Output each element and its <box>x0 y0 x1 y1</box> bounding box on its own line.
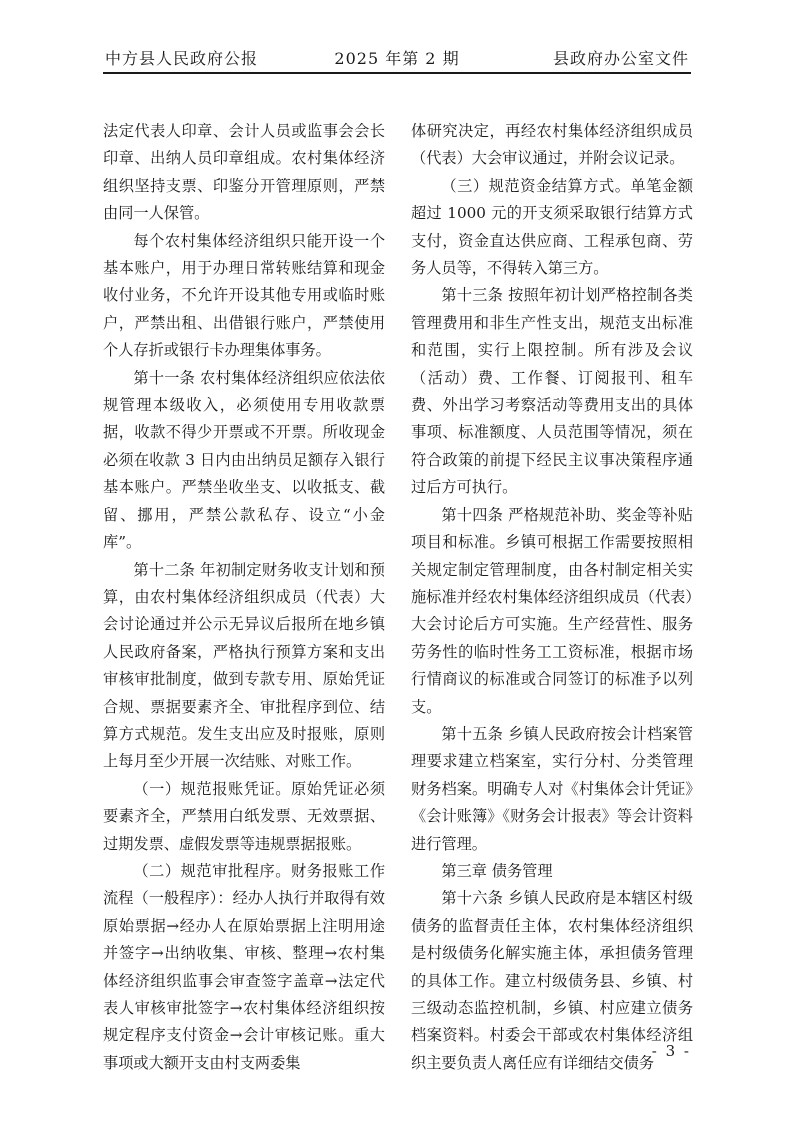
paragraph: 第十六条 乡镇人民政府是本辖区村级债务的监督责任主体，农村集体经济组织是村级债务化解实施主体，承担债务管理的具体工作。建立村级债务县、乡镇、村三级动态监控机制，乡镇、村应建立债务档案资料。村委会干部或农村集体经济组织主要负责人离任应有详细结交债务 <box>411 889 693 1072</box>
header-issue: 2025 年第 2 期 <box>334 49 460 68</box>
paragraph: （二）规范审批程序。财务报账工作流程（一般程序）：经办人执行并取得有效原始票据→经办人在原始票据上注明用途并签字→出纳收集、审核、整理→农村集体经济组织监事会审查签字盖章→法定代表人审核审批签字→农村集体经济组织按规定程序支付资金→会计审核记账。重大事项或大额开支由村支两委集 <box>103 861 385 1072</box>
header-publication-name: 中方县人民政府公报 <box>105 49 259 68</box>
left-column <box>103 118 385 1077</box>
page-header <box>103 42 691 72</box>
paragraph: 第十一条 农村集体经济组织应依法依规管理本级收入，必须使用专用收款票据，收款不得少开票或不开票。所收现金必须在收款 3 日内由出纳员足额存入银行基本账户。严禁坐收坐支、以收抵支、截留、挪用，严禁公款私存、设立“小金库”。 <box>103 368 385 552</box>
header-rule <box>103 72 691 74</box>
paragraph: 法定代表人印章、会计人员或监事会会长印章、出纳人员印章组成。农村集体经济组织坚持支票、印鉴分开管理原则，严禁由同一人保管。 <box>103 122 385 223</box>
paragraph: 第十二条 年初制定财务收支计划和预算，由农村集体经济组织成员（代表）大会讨论通过并公示无异议后报所在地乡镇人民政府备案，严格执行预算方案和支出审核审批制度，做到专款专用、原始凭证合规、票据要素齐全、审批程序到位、结算方式规范。发生支出应及时报账，原则上每月至少开展一次结账、对账工作。 <box>103 560 385 771</box>
paragraph: 体研究决定，再经农村集体经济组织成员（代表）大会审议通过，并附会议记录。 <box>411 122 693 168</box>
paragraph: （三）规范资金结算方式。单笔金额超过 1000 元的开支须采取银行结算方式支付，资金直达供应商、工程承包商、劳务人员等，不得转入第三方。 <box>411 176 693 278</box>
paragraph: 第十四条 严格规范补助、奖金等补贴项目和标准。乡镇可根据工作需要按照相关规定制定管理制度，由各村制定相关实施标准并经农村集体经济组织成员（代表）大会讨论后方可实施。生产经营性、服务劳务性的临时性务工工资标准，根据市场行情商议的标准或合同签订的标准予以列支。 <box>411 505 693 716</box>
paragraph: 第十五条 乡镇人民政府按会计档案管理要求建立档案室，实行分村、分类管理财务档案。明确专人对《村集体会计凭证》《会计账簿》《财务会计报表》等会计资料进行管理。 <box>411 724 693 853</box>
right-column <box>411 118 693 1077</box>
paragraph: （一）规范报账凭证。原始凭证必须要素齐全，严禁用白纸发票、无效票据、过期发票、虚假发票等违规票据报账。 <box>103 779 385 853</box>
header-section: 县政府办公室文件 <box>552 49 689 68</box>
page-number: - 3 - <box>651 1042 691 1060</box>
chapter-heading: 第三章 债务管理 <box>441 861 553 880</box>
paragraph: 第十三条 按照年初计划严格控制各类管理费用和非生产性支出，规范支出标准和范围，实行上限控制。所有涉及会议（活动）费、工作餐、订阅报刊、租车费、外出学习考察活动等费用支出的具体事项、标准额度、人员范围等情况，须在符合政策的前提下经民主议事决策程序通过后方可执行。 <box>411 286 693 497</box>
paragraph: 每个农村集体经济组织只能开设一个基本账户，用于办理日常转账结算和现金收付业务，不允许开设其他专用或临时账户，严禁出租、出借银行账户，严禁使用个人存折或银行卡办理集体事务。 <box>103 231 385 360</box>
